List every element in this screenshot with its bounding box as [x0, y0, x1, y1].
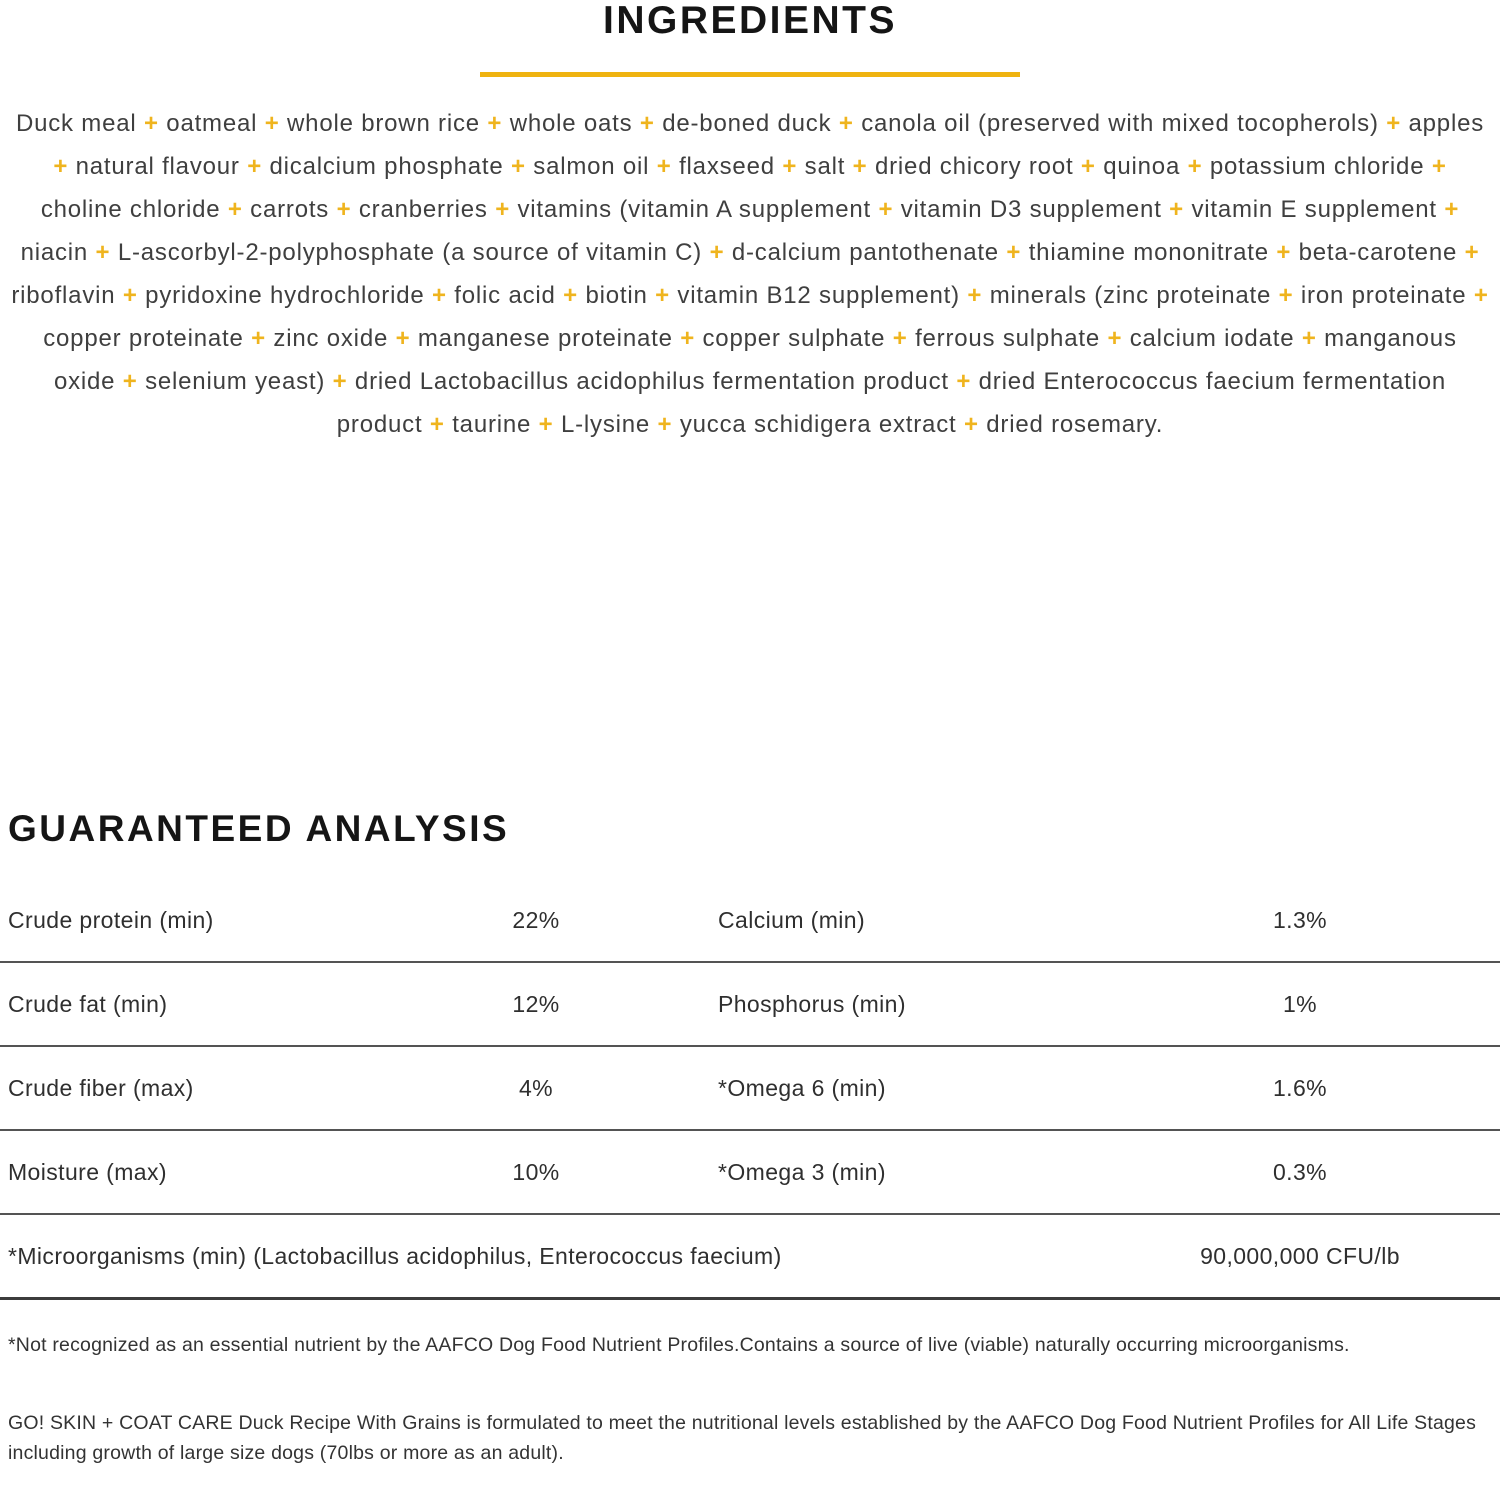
plus-separator: +: [782, 153, 798, 180]
plus-separator: +: [852, 153, 868, 180]
analysis-label: Calcium (min): [718, 906, 866, 933]
plus-separator: +: [1464, 239, 1480, 266]
plus-separator: +: [1169, 196, 1184, 223]
analysis-row: [0, 1131, 1500, 1215]
plus-separator: +: [1107, 325, 1123, 352]
plus-separator: +: [247, 153, 263, 180]
aafco-footnote: *Not recognized as an essential nutrient by the AAFCO Dog Food Nutrient Profiles.Contains a source of live (viable) naturally occurring microorganisms.: [8, 1334, 1350, 1356]
analysis-value: 4%: [518, 1074, 554, 1101]
analysis-value: 0.3%: [1272, 1158, 1328, 1185]
plus-separator: +: [709, 239, 725, 266]
ingredients-section: [0, 0, 1500, 446]
analysis-value: 22%: [512, 906, 560, 933]
plus-separator: +: [639, 110, 655, 137]
analysis-label: Crude fat (min): [8, 990, 168, 1017]
plus-separator: +: [487, 110, 503, 137]
plus-separator: +: [1444, 196, 1460, 223]
plus-separator: +: [878, 196, 894, 223]
analysis-label: *Omega 3 (min): [718, 1158, 886, 1185]
plus-separator: +: [95, 239, 111, 266]
analysis-row: [0, 963, 1500, 1047]
plus-separator: +: [495, 196, 511, 223]
ingredients-heading: INGREDIENTS: [602, 0, 898, 42]
plus-separator: +: [563, 282, 578, 309]
analysis-row-microorganisms: [0, 1215, 1500, 1300]
plus-separator: +: [1386, 110, 1402, 137]
plus-separator: +: [1006, 239, 1022, 266]
analysis-row: [0, 1047, 1500, 1131]
guaranteed-analysis-section: [0, 809, 1500, 1468]
plus-separator: +: [1187, 153, 1203, 180]
analysis-value: 10%: [512, 1158, 560, 1185]
analysis-value: 1.6%: [1272, 1074, 1328, 1101]
analysis-row: [0, 879, 1500, 963]
analysis-label: Phosphorus (min): [718, 990, 906, 1017]
analysis-value: 1.3%: [1272, 906, 1328, 933]
analysis-label: *Microorganisms (min) (Lactobacillus acidophilus, Enterococcus faecium): [8, 1242, 782, 1269]
analysis-label: Moisture (max): [8, 1158, 167, 1185]
plus-separator: +: [1473, 282, 1489, 309]
plus-separator: +: [53, 153, 69, 180]
plus-separator: +: [395, 325, 411, 352]
plus-separator: +: [656, 153, 672, 180]
analysis-label: *Omega 6 (min): [718, 1074, 886, 1101]
plus-separator: +: [1278, 282, 1294, 309]
plus-separator: +: [657, 411, 673, 438]
plus-separator: +: [838, 110, 854, 137]
plus-separator: +: [956, 368, 972, 395]
plus-separator: +: [251, 325, 266, 352]
plus-separator: +: [122, 368, 138, 395]
plus-separator: +: [144, 110, 159, 137]
plus-separator: +: [1080, 153, 1096, 180]
plus-separator: +: [655, 282, 670, 309]
plus-separator: +: [227, 196, 243, 223]
plus-separator: +: [332, 368, 348, 395]
plus-separator: +: [967, 282, 983, 309]
analysis-value: 12%: [512, 990, 560, 1017]
analysis-label: Crude fiber (max): [8, 1074, 194, 1101]
plus-separator: +: [963, 411, 979, 438]
plus-separator: +: [538, 411, 554, 438]
ingredients-text: Duck meal + oatmeal + whole brown rice + whole oats + de-boned duck + canola oil (preserved with mixed tocopherols) + apples + natural flavour + dicalcium phosphate + salmon oil + flaxseed + salt + dried chicory root + quinoa + potassium chloride + choline chloride + carrots + cranberries + vitamins (vitamin A supplement + vitamin D3 supplement + vitamin E supplement + niacin + L-ascorbyl-2-polyphosphate (a source of vitamin C) + d-calcium pantothenate + thiamine mononitrate + beta-carotene + riboflavin + pyridoxine hydrochloride + folic acid + biotin + vitamin B12 supplement) + minerals (zinc proteinate + iron proteinate + copper proteinate + zinc oxide + manganese proteinate + copper sulphate + ferrous sulphate + calcium iodate + manganous oxide + selenium yeast) + dried Lactobacillus acidophilus fermentation product + dried Enterococcus faecium fermentation product + taurine + L-lysine + yucca schidigera extract + dried rosemary.: [11, 110, 1489, 438]
plus-separator: +: [432, 282, 447, 309]
plus-separator: +: [122, 282, 138, 309]
formulation-statement: GO! SKIN + COAT CARE Duck Recipe With Grains is formulated to meet the nutritional levels established by the AAFCO Dog Food Nutrient Profiles for All Life Stages including growth of large size dogs (70lbs or more as an adult).: [8, 1412, 1477, 1464]
plus-separator: +: [510, 153, 526, 180]
plus-separator: +: [336, 196, 352, 223]
plus-separator: +: [1301, 325, 1317, 352]
analysis-value: 90,000,000 CFU/lb: [1200, 1242, 1400, 1269]
analysis-value: 1%: [1282, 990, 1318, 1017]
plus-separator: +: [429, 411, 445, 438]
plus-separator: +: [264, 110, 280, 137]
plus-separator: +: [1431, 153, 1447, 180]
gold-divider-rule: [480, 72, 1020, 77]
guaranteed-analysis-heading: GUARANTEED ANALYSIS: [8, 808, 510, 849]
plus-separator: +: [1276, 239, 1292, 266]
plus-separator: +: [680, 325, 696, 352]
guaranteed-analysis-table: [0, 879, 1500, 1300]
analysis-label: Crude protein (min): [8, 906, 214, 933]
plus-separator: +: [892, 325, 908, 352]
